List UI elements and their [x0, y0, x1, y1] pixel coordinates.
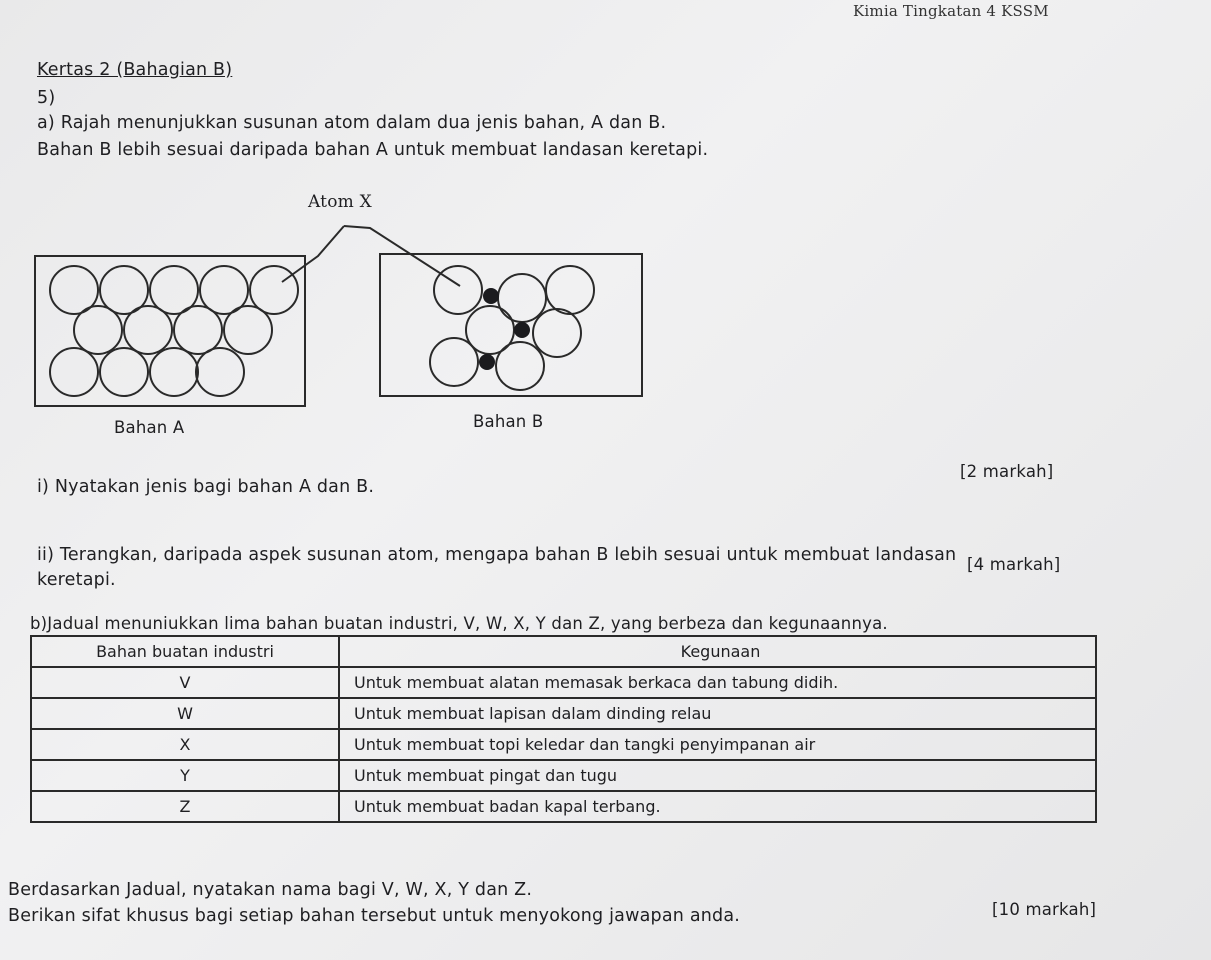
atom-a — [150, 348, 198, 396]
bahan-b-label: Bahan B — [473, 412, 544, 431]
table-cell-material: Z — [31, 791, 339, 822]
atom-b — [533, 309, 581, 357]
part-b-intro: b)Jadual menuniukkan lima bahan buatan industri, V, W, X, Y dan Z, yang berbeza dan kegunaannya. — [30, 614, 888, 633]
bahan-b-box — [380, 254, 642, 396]
table-cell-usage: Untuk membuat badan kapal terbang. — [339, 791, 1096, 822]
atom-a — [224, 306, 272, 354]
table-cell-material: X — [31, 729, 339, 760]
table-cell-usage: Untuk membuat pingat dan tugu — [339, 760, 1096, 791]
atom-a — [124, 306, 172, 354]
part-a-line2: Bahan B lebih sesuai daripada bahan A untuk membuat landasan keretapi. — [37, 140, 709, 160]
atom-a — [174, 306, 222, 354]
table-header-row — [31, 636, 1096, 667]
part-b-marks: [10 markah] — [992, 900, 1097, 919]
atom-x — [514, 322, 530, 338]
atom-x — [483, 288, 499, 304]
table-row — [31, 729, 1096, 760]
table-row — [31, 698, 1096, 729]
question-ii-line1: ii) Terangkan, daripada aspek susunan atom, mengapa bahan B lebih sesuai untuk membuat landasan — [37, 545, 957, 565]
table-row — [31, 791, 1096, 822]
page-header: Kimia Tingkatan 4 KSSM — [853, 2, 1049, 20]
part-a-line1: a) Rajah menunjukkan susunan atom dalam dua jenis bahan, A dan B. — [37, 113, 667, 133]
atom-b — [496, 342, 544, 390]
table-cell-material: W — [31, 698, 339, 729]
atom-x — [479, 354, 495, 370]
atom-a — [100, 348, 148, 396]
bahan-a-label: Bahan A — [114, 418, 185, 437]
question-ii-marks: [4 markah] — [967, 555, 1061, 574]
bahan-a-box — [35, 256, 305, 406]
table-cell-material: Y — [31, 760, 339, 791]
question-i: i) Nyatakan jenis bagi bahan A dan B. — [37, 477, 375, 497]
part-b-question-line2: Berikan sifat khusus bagi setiap bahan tersebut untuk menyokong jawapan anda. — [8, 906, 741, 926]
question-i-marks: [2 markah] — [960, 462, 1054, 481]
atom-a — [196, 348, 244, 396]
pointer-line-b — [344, 226, 460, 286]
atom-b — [430, 338, 478, 386]
atom-x-label: Atom X — [308, 192, 372, 212]
atom-b — [498, 274, 546, 322]
table-header-cell: Kegunaan — [339, 636, 1096, 667]
table-row — [31, 667, 1096, 698]
table-header-cell: Bahan buatan industri — [31, 636, 339, 667]
table-row — [31, 760, 1096, 791]
atom-arrangement-diagram — [30, 190, 670, 440]
atom-a — [74, 306, 122, 354]
question-number: 5) — [37, 88, 56, 108]
table-cell-usage: Untuk membuat topi keledar dan tangki penyimpanan air — [339, 729, 1096, 760]
table-cell-usage: Untuk membuat lapisan dalam dinding relau — [339, 698, 1096, 729]
question-ii-line2: keretapi. — [37, 570, 116, 590]
atom-a — [50, 348, 98, 396]
section-title: Kertas 2 (Bahagian B) — [37, 60, 233, 80]
industrial-materials-table — [30, 635, 1097, 823]
atom-b — [546, 266, 594, 314]
table-cell-material: V — [31, 667, 339, 698]
diagram-svg — [30, 190, 670, 440]
table-cell-usage: Untuk membuat alatan memasak berkaca dan tabung didih. — [339, 667, 1096, 698]
part-b-question-line1: Berdasarkan Jadual, nyatakan nama bagi V, W, X, Y dan Z. — [8, 880, 533, 900]
